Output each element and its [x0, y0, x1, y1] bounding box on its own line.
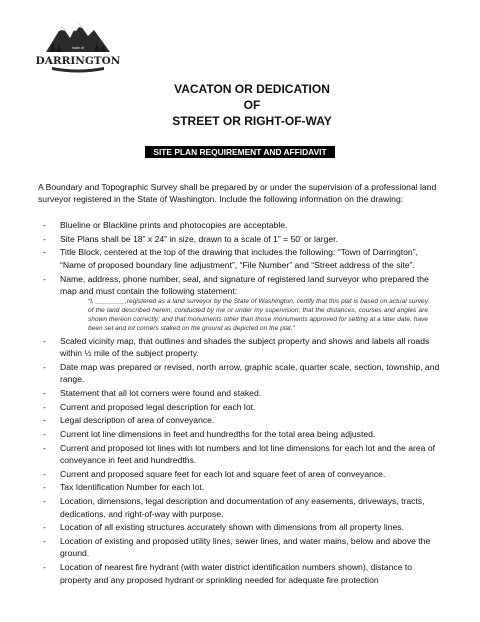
- list-item: [43, 521, 444, 533]
- bullet-dash: -: [43, 496, 46, 507]
- list-item: [43, 468, 444, 480]
- bullet-dash: -: [43, 468, 46, 479]
- list-item-text: Date map was prepared or revised, north arrow, graphic scale, quarter scale, section, township, and range.: [60, 361, 440, 385]
- logo-name: DARRINGTON: [35, 55, 121, 67]
- logo-emblem-icon: [22, 14, 134, 76]
- bullet-dash: -: [43, 247, 46, 258]
- bullet-dash: -: [43, 220, 46, 230]
- list-item-text: Site Plans shall be 18” x 24” in size, drawn to a scale of 1” = 50’ or larger.: [60, 233, 338, 244]
- title-line-2: OF: [243, 98, 261, 112]
- bullet-dash: -: [43, 387, 46, 398]
- title-line-3: STREET OR RIGHT-OF-WAY: [172, 114, 332, 128]
- list-item: [43, 246, 444, 271]
- list-item: [43, 428, 444, 440]
- bullet-dash: -: [43, 442, 46, 453]
- list-item-text: Current and proposed lot lines with lot numbers and lot line dimensions for each lot and the area of conveyance in feet and hundredths.: [60, 442, 436, 466]
- intro-paragraph: A Boundary and Topographic Survey shall be prepared by or under the supervision of a professional land surveyor registered in the State of Washington. Include the following information on the drawing:: [38, 182, 437, 205]
- bullet-dash: -: [43, 335, 46, 346]
- list-item: [43, 481, 444, 493]
- requirements-list: [43, 219, 444, 587]
- section-banner: SITE PLAN REQUIREMENT AND AFFIDAVIT: [145, 146, 335, 158]
- logo-small-text: town of: [72, 46, 84, 50]
- bullet-dash: -: [43, 428, 46, 439]
- list-item-text: Current and proposed legal description for each lot.: [60, 401, 256, 412]
- title-line-1: VACATON OR DEDICATION: [174, 82, 330, 96]
- list-item: [43, 335, 444, 360]
- list-item: [43, 233, 444, 245]
- list-item: [43, 561, 444, 586]
- list-item: [43, 361, 444, 386]
- list-item-text: Blueline or Blackline prints and photocopies are acceptable.: [60, 220, 288, 230]
- list-item: [43, 387, 444, 399]
- list-item-text: Statement that all lot corners were found and staked.: [60, 387, 262, 398]
- list-item-text: Current and proposed square feet for each lot and square feet of area of conveyance.: [60, 468, 386, 479]
- bullet-dash: -: [43, 535, 46, 546]
- list-item: [43, 442, 444, 467]
- bullet-dash: -: [43, 415, 46, 426]
- list-item: [43, 535, 444, 560]
- list-item-text: Name, address, phone number, seal, and signature of registered land surveyor who prepared the map and must contain the following statement:: [60, 273, 429, 296]
- list-item: [43, 273, 444, 334]
- bullet-dash: -: [43, 401, 46, 412]
- list-item: [43, 495, 444, 520]
- list-item-text: Location of nearest fire hydrant (with water district identification numbers shown), distance to property and any proposed hydrant or sprinkling needed for adequate fire protection: [60, 562, 413, 585]
- list-item-text: Tax Identification Number for each lot.: [60, 482, 205, 493]
- list-item-text: Scaled vicinity map, that outlines and shades the subject property and shows and labels all roads within ½ mile of the subject property.: [60, 335, 430, 359]
- bullet-dash: -: [43, 273, 46, 284]
- bullet-dash: -: [43, 562, 46, 573]
- bullet-dash: -: [43, 233, 46, 244]
- bullet-dash: -: [43, 482, 46, 493]
- bullet-dash: -: [43, 361, 46, 372]
- town-logo: [22, 14, 134, 76]
- list-item: [43, 401, 444, 413]
- list-item-text: Current lot line dimensions in feet and hundredths for the total area being adjusted.: [60, 428, 376, 439]
- surveyor-statement: “I, ________,registered as a land surveyor by the State of Washington, certify that this plat is based on actual survey of the land described herein, conducted by me or under my supervision; that the distances, courses and angles are shown thereon correctly; and that monuments other than those monuments approved for setting at a later date, have been set and lot corners staked on the ground as depicted on the plat.”: [88, 298, 428, 333]
- list-item: [43, 219, 444, 231]
- list-item-text: Location, dimensions, legal description and documentation of any easements, driveways, tracts, dedications, and right-of-way with purpose.: [60, 496, 425, 519]
- list-item-text: Legal description of area of conveyance.: [60, 415, 215, 426]
- list-item-text: Location of existing and proposed utility lines, sewer lines, and water mains, below and above the ground.: [60, 535, 431, 559]
- list-item: [43, 414, 444, 426]
- bullet-dash: -: [43, 522, 46, 533]
- list-item-text: Title Block, centered at the top of the drawing that includes the following: “Town of Darrington”, “Name of proposed boundary line adjustment”, “File Number” and “Street address of the site”.: [60, 247, 418, 270]
- list-item-text: Location of all existing structures accurately shown with dimensions from all property lines.: [60, 522, 404, 533]
